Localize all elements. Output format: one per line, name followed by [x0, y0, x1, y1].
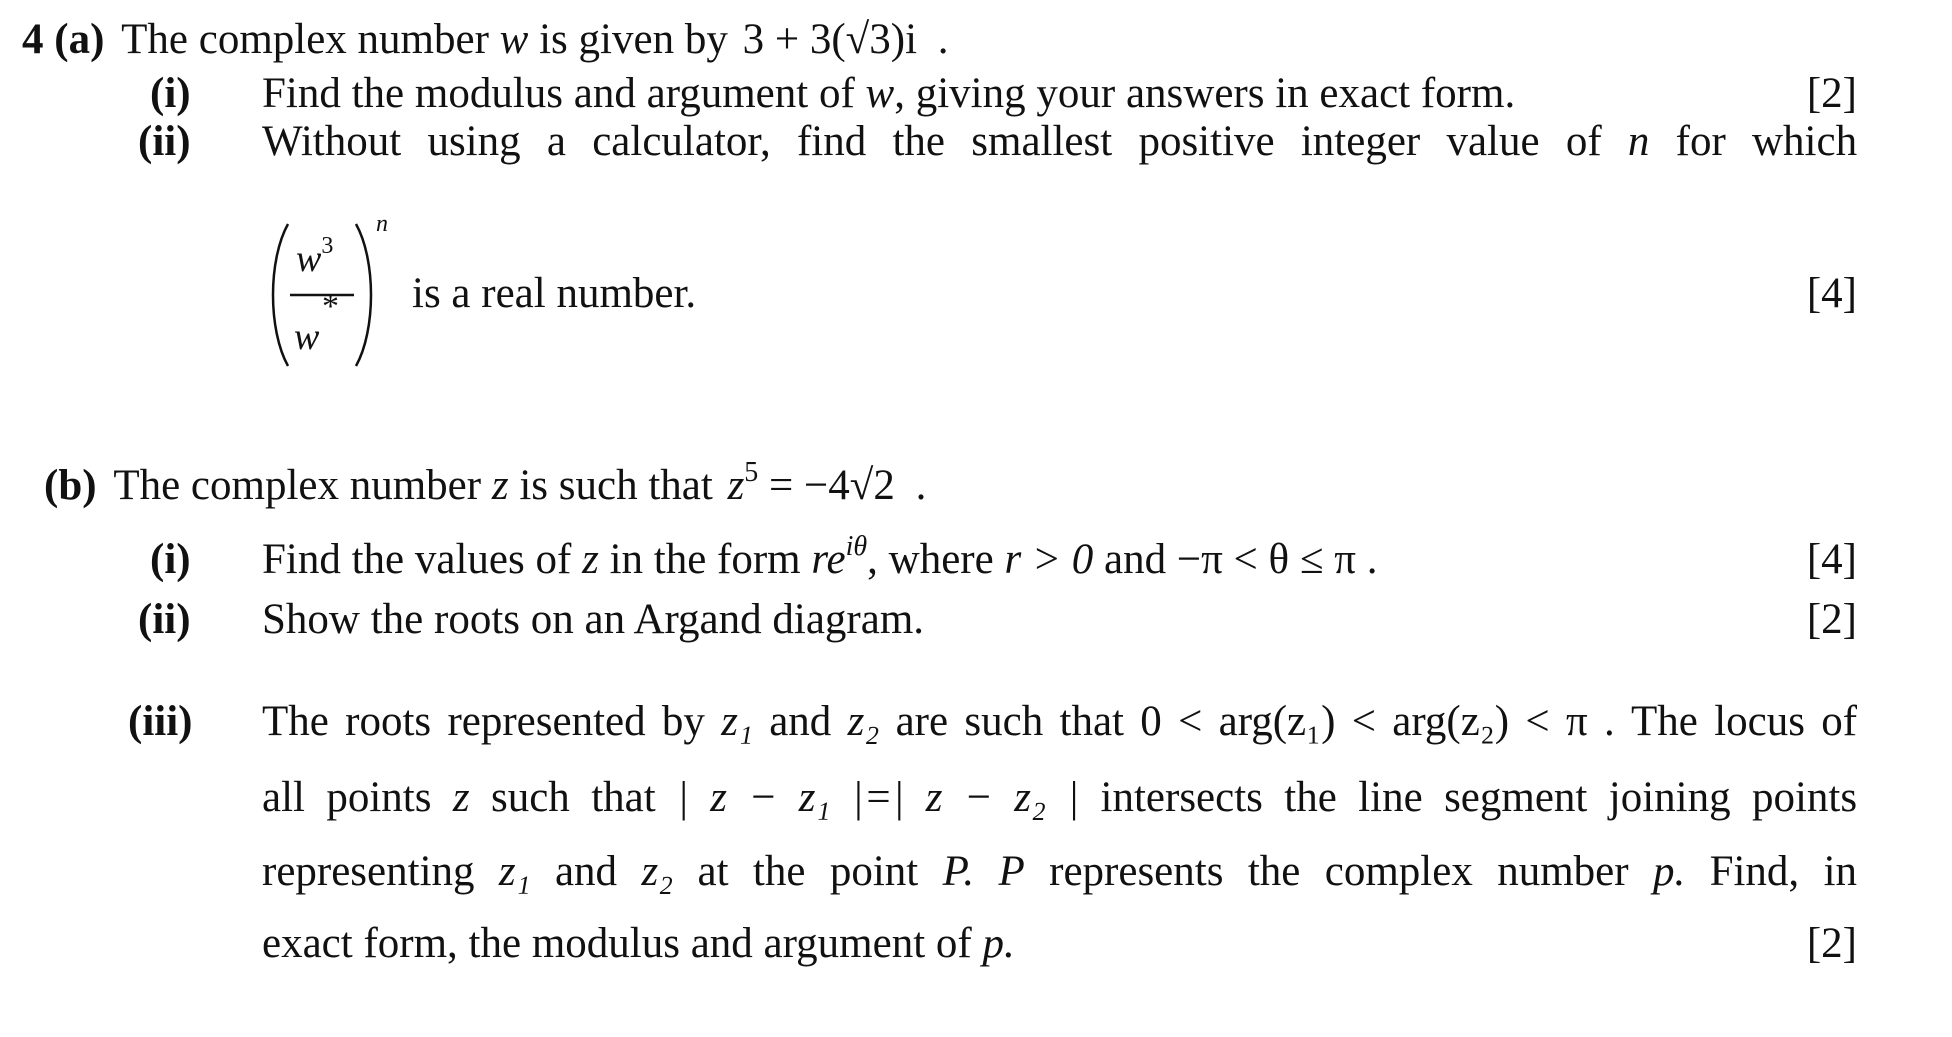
var-z: z: [452, 776, 470, 821]
word: joining: [1608, 776, 1731, 821]
part-a-expression: 3 + 3(√3)i: [742, 16, 918, 63]
word: Without: [262, 120, 402, 165]
part-b-i-text-4: and: [1103, 536, 1167, 583]
part-a-ii-text-after: is a real number.: [412, 270, 697, 317]
word: value: [1446, 120, 1540, 165]
part-a-var-w: w: [499, 16, 529, 63]
part-b-ii-label: (ii): [138, 596, 191, 643]
part-b-stem: [44, 457, 927, 509]
part-b-i-marks: [4]: [1806, 536, 1857, 583]
part-a-label: (a): [54, 16, 105, 63]
part-a-i-text-2: , giving your answers in exact form.: [894, 70, 1516, 117]
frac-den-star: *: [322, 288, 339, 325]
part-b-var-z: z: [491, 462, 509, 509]
part-b-i-text-1: Find the values of: [262, 536, 572, 583]
var-P: P: [998, 850, 1025, 895]
word: all: [262, 776, 305, 821]
word: complex: [1324, 850, 1473, 895]
var-z1: z₁: [498, 850, 531, 895]
part-b-i-var: z: [582, 536, 599, 583]
frac-numerator: [296, 233, 334, 280]
word: segment: [1444, 776, 1588, 821]
frac-num-var: w: [296, 238, 322, 280]
part-a-stem-text-1: The complex number: [121, 16, 489, 63]
part-b-iii-line-1: [262, 700, 1857, 746]
part-b-eq-exp: 5: [744, 457, 759, 488]
part-b-i-cond-1: r > 0: [1004, 536, 1094, 583]
word: roots: [345, 700, 432, 745]
part-a-ii-marks: [4]: [1806, 270, 1857, 317]
word: find: [796, 120, 867, 165]
power-n: n: [376, 211, 388, 237]
arg-inequality: 0 < arg(z₁) < arg(z₂) < π: [1140, 700, 1588, 745]
var-z2: z₂: [847, 700, 880, 745]
part-b-i-text-end: .: [1366, 536, 1378, 583]
word: using: [427, 120, 521, 165]
var-p: p.: [982, 920, 1015, 967]
part-b-iii-marks: [2]: [1806, 920, 1857, 967]
part-b-iii-line-4: [262, 922, 1015, 965]
part-b-ii-marks: [2]: [1806, 596, 1857, 643]
word: the: [1247, 850, 1301, 895]
word: at: [697, 850, 729, 895]
word: smallest: [971, 120, 1113, 165]
word: point: [829, 850, 919, 895]
part-b-i-text-3: , where: [867, 536, 994, 583]
word: and: [769, 700, 832, 745]
word: integer: [1300, 120, 1421, 165]
part-b-iii-line-2: [262, 776, 1857, 822]
word: line: [1358, 776, 1423, 821]
word: points: [1751, 776, 1857, 821]
word: representing: [262, 850, 475, 895]
locus-equation: | z − z₁ |=| z − z₂ |: [677, 776, 1080, 821]
word: the: [1284, 776, 1337, 821]
word: Find,: [1709, 850, 1800, 895]
word: points: [326, 776, 432, 821]
part-b-eq-rhs: = −4√2: [769, 462, 895, 509]
frac-denominator: w: [294, 316, 320, 358]
part-b-i-cond-2: −π < θ ≤ π: [1176, 536, 1356, 583]
word: by: [661, 700, 705, 745]
part-b-i-text: [262, 531, 1378, 583]
part-a-i-text: [262, 72, 1515, 115]
part-a-stem-text-2: is given by: [539, 16, 728, 63]
part-b-iii-line-4-text: exact form, the modulus and argument of: [262, 920, 972, 967]
word: and: [554, 850, 618, 895]
part-b-stem-text-2: is such that: [519, 462, 713, 509]
word: for: [1675, 120, 1726, 165]
word: the: [892, 120, 946, 165]
word: locus: [1714, 700, 1805, 745]
word: of: [1821, 700, 1857, 745]
part-a-stem: [22, 18, 949, 61]
part-a-i-marks: [2]: [1806, 70, 1857, 117]
word: The: [1631, 700, 1698, 745]
word: such: [490, 776, 570, 821]
word: that: [1059, 700, 1124, 745]
word: in: [1823, 850, 1857, 895]
frac-num-exp: 3: [321, 233, 334, 259]
word: are: [895, 700, 949, 745]
part-b-i-form: re: [811, 536, 846, 583]
part-b-i-form-exp: iθ: [845, 531, 868, 562]
part-a-i-text-1: Find the modulus and argument of: [262, 70, 855, 117]
word: a: [546, 120, 566, 165]
word: that: [591, 776, 656, 821]
part-b-ii-text: Show the roots on an Argand diagram.: [262, 596, 925, 643]
var-z2: z₂: [641, 850, 674, 895]
part-b-i-text-2: in the form: [609, 536, 801, 583]
word: .: [1603, 700, 1615, 745]
part-a-ii-line-1: [262, 120, 1857, 166]
word: positive: [1138, 120, 1275, 165]
var-P: P.: [942, 850, 975, 895]
var-n: n: [1627, 120, 1650, 165]
part-b-iii-label: (iii): [128, 698, 193, 745]
part-b-stem-text-1: The complex number: [113, 462, 482, 509]
var-p: p.: [1652, 850, 1686, 895]
word: The: [262, 700, 329, 745]
part-a-ii-label: (ii): [138, 118, 191, 165]
part-b-label: (b): [44, 462, 97, 509]
word: represented: [447, 700, 646, 745]
word: such: [964, 700, 1044, 745]
word: intersects: [1100, 776, 1263, 821]
word: number: [1497, 850, 1629, 895]
part-a-i-var: w: [865, 70, 895, 117]
part-a-i-label: (i): [150, 70, 191, 117]
part-b-iii-line-3: [262, 850, 1857, 896]
part-b-i-label: (i): [150, 536, 191, 583]
part-a-stem-end: .: [937, 16, 949, 63]
word: which: [1752, 120, 1857, 165]
part-b-eq-lhs: z: [727, 462, 745, 509]
question-number: 4: [22, 16, 44, 63]
word: calculator,: [592, 120, 771, 165]
var-z1: z₁: [721, 700, 753, 745]
word: of: [1565, 120, 1602, 165]
word: represents: [1049, 850, 1224, 895]
part-b-stem-end: .: [915, 462, 927, 509]
word: the: [752, 850, 806, 895]
